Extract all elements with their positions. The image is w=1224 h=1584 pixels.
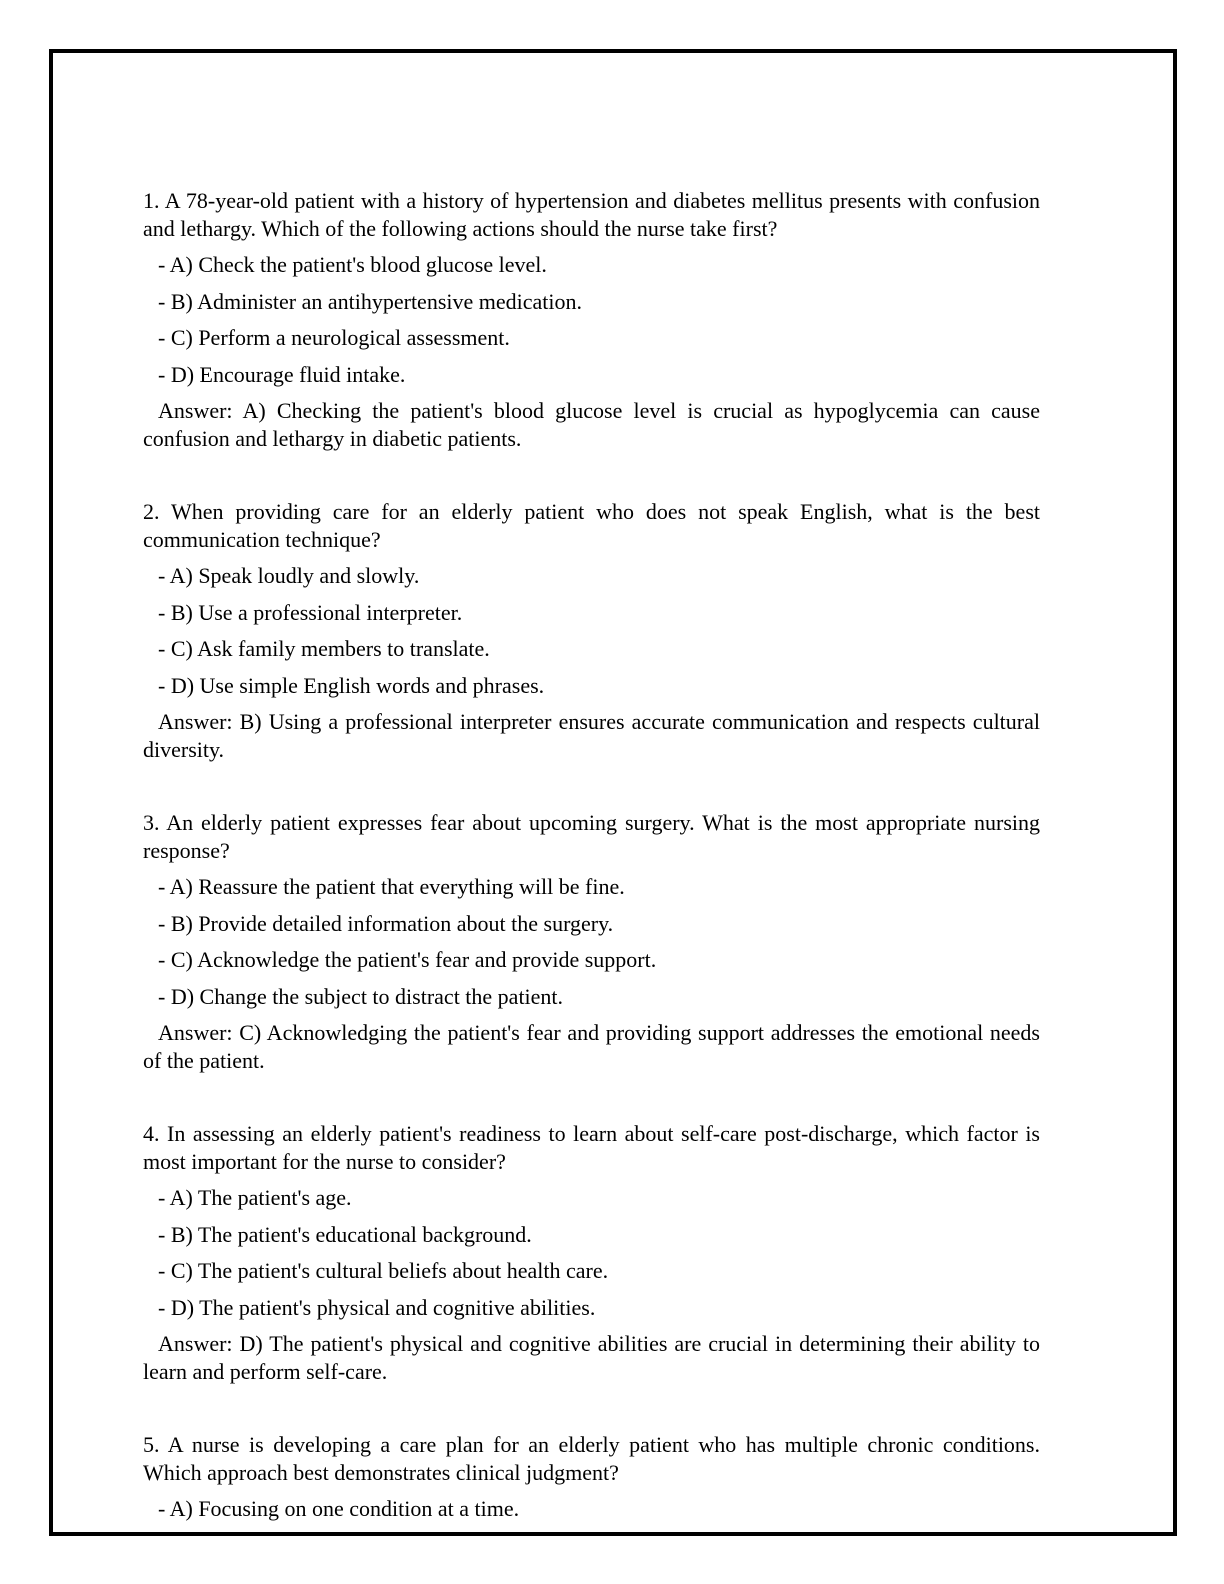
option-a: - A) Check the patient's blood glucose level. (158, 252, 547, 277)
question-text: 3. An elderly patient expresses fear about upcoming surgery. What is the most appropriate nursing response? (143, 810, 1040, 863)
option-c: - C) Acknowledge the patient's fear and provide support. (158, 947, 657, 972)
option-b: - B) Administer an antihypertensive medication. (158, 288, 583, 314)
option-a: - A) Reassure the patient that everything will be fine. (158, 874, 625, 899)
document-body (53, 53, 1173, 1523)
option-a: - A) Focusing on one condition at a time. (158, 1496, 520, 1521)
question-2 (143, 498, 1040, 763)
question-text: 5. A nurse is developing a care plan for an elderly patient who has multiple chronic conditions. Which approach best demonstrates clinical judgment? (143, 1432, 1040, 1485)
question-text: 2. When providing care for an elderly patient who does not speak English, what is the best communication technique? (143, 499, 1040, 552)
option-d: - D) Change the subject to distract the patient. (158, 983, 564, 1009)
option-c: - C) The patient's cultural beliefs about health care. (158, 1258, 609, 1283)
option-b: - B) Use a professional interpreter. (158, 599, 463, 625)
page-border (49, 49, 1177, 1536)
option-c: - C) Ask family members to translate. (158, 636, 490, 661)
question-5 (143, 1431, 1040, 1523)
question-4 (143, 1120, 1040, 1385)
answer-text: Answer: A) Checking the patient's blood glucose level is crucial as hypoglycemia can cause confusion and lethargy in diabetic patients. (143, 398, 1040, 451)
option-c: - C) Perform a neurological assessment. (158, 325, 510, 350)
answer-text: Answer: C) Acknowledging the patient's fear and providing support addresses the emotional needs of the patient. (143, 1020, 1040, 1073)
question-1 (143, 187, 1040, 452)
option-b: - B) Provide detailed information about the surgery. (158, 910, 614, 936)
option-b: - B) The patient's educational background. (158, 1221, 532, 1247)
question-text: 1. A 78-year-old patient with a history of hypertension and diabetes mellitus presents with confusion and lethargy. Which of the following actions should the nurse take first? (143, 188, 1040, 241)
answer-text: Answer: B) Using a professional interpreter ensures accurate communication and respects cultural diversity. (143, 709, 1040, 762)
option-a: - A) Speak loudly and slowly. (158, 563, 420, 588)
option-d: - D) Encourage fluid intake. (158, 361, 406, 387)
answer-text: Answer: D) The patient's physical and cognitive abilities are crucial in determining their ability to learn and perform self-care. (143, 1331, 1040, 1384)
question-3 (143, 809, 1040, 1074)
question-text: 4. In assessing an elderly patient's readiness to learn about self-care post-discharge, which factor is most important for the nurse to consider? (143, 1121, 1040, 1174)
option-d: - D) The patient's physical and cognitive abilities. (158, 1294, 596, 1320)
option-a: - A) The patient's age. (158, 1185, 352, 1210)
option-d: - D) Use simple English words and phrases. (158, 672, 545, 698)
